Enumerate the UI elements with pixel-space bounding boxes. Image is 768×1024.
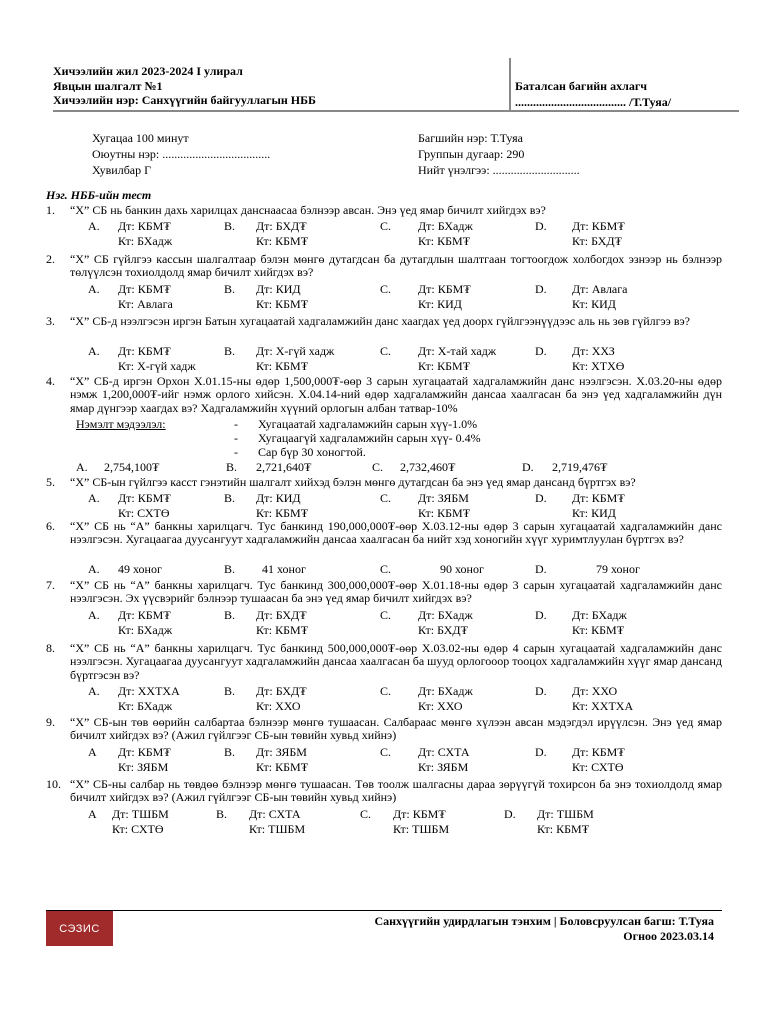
option-a-debit[interactable]: Дт: КБМ₮ — [118, 343, 171, 358]
header-divider — [509, 58, 511, 110]
additional-info-dash: - — [234, 445, 238, 460]
option-a-debit[interactable]: Дт: КБМ₮ — [118, 744, 171, 759]
option-d-debit[interactable]: 79 хоног — [596, 562, 640, 577]
approval-signature: ..................................... /Т.Туяа/ — [515, 95, 672, 109]
question-number: 1. — [46, 203, 55, 217]
option-a-credit: Кт: Авлага — [118, 296, 173, 311]
option-letter: B. — [224, 744, 236, 759]
option-a-credit: Кт: ЗЯБМ — [118, 759, 169, 774]
option-letter: C. — [380, 744, 392, 759]
question-text: “Х” СБ нь банкин дахь харилцах данснаасаа бэлнээр авсан. Энэ үед ямар бичилт хийгдэх вэ? — [70, 203, 546, 217]
option-d-debit[interactable]: Дт: Авлага — [572, 281, 628, 296]
option-letter: C. — [360, 806, 372, 821]
question-number: 4. — [46, 374, 55, 388]
additional-info-item: Сар бүр 30 хоногтой. — [258, 445, 366, 460]
option-c-credit: Кт: ХХО — [418, 699, 463, 714]
duration-text: Хугацаа 100 минут — [92, 131, 189, 145]
option-a-debit[interactable]: 2,754,100₮ — [104, 460, 160, 475]
info-right — [418, 130, 580, 178]
question-text: “Х” СБ гүйлгээ кассын шалгалтаар бэлэн мөнгө дутагдсан ба дутагдлын шалтгаан тогтоогдож холбогдох эзнээр нь бэлнээр төлүүлсэн тохиолдолд ямар бичилт хийгдэх вэ? — [70, 252, 722, 280]
option-letter: D. — [535, 343, 547, 358]
option-c-debit[interactable]: Дт: КБМ₮ — [418, 281, 471, 296]
option-letter: B. — [224, 684, 236, 699]
university-logo: СЭЗИС — [46, 911, 113, 946]
question-5 — [46, 476, 722, 489]
option-letter: B. — [226, 460, 238, 475]
option-b-credit: Кт: КБМ₮ — [256, 506, 309, 521]
option-a-credit: Кт: БХадж — [118, 622, 173, 637]
question-text: “Х” СБ нь “А” банкны харилцагч. Тус банкинд 500,000,000₮-өөр Х.03.02-ны өдөр 4 сарын хугацаатай хадгаламжийн данс нээлгэсэн. Хугацаагаа дуусангуут хадгаламжийн дансаа хаалгасан ба шууд орлогооор тооцох хадгаламжийн хүүг ямар дансанд бүртгэсэн вэ? — [70, 641, 722, 682]
question-text: “Х” СБ нь “А” банкны харилцагч. Тус банкинд 190,000,000₮-өөр Х.03.12-ны өдөр 3 сарын хугацаатай хадгаламжийн данс нээлгэсэн. Хугацаагаа дуусангуут хадгаламжийн дансаа хаалгасан ба нийт хэд хоногийн хүүг хуримтлуулан бүртгэх вэ? — [70, 519, 722, 547]
question-1 — [46, 204, 722, 217]
question-text: “Х” СБ-ны салбар нь төвдөө бэлнээр мөнгө тушаасан. Төв тоолж шалгасны дараа зөрүүгүй тохирсон ба энэ тохиолдолд ямар бичилт хийгдэх вэ? (Ажил гүйлгээг СБ-ын төвийн хувьд хийнэ) — [70, 777, 722, 805]
course-name: Хичээлийн нэр: Санхүүгийн байгууллагын НББ — [53, 93, 316, 107]
option-c-credit: Кт: КИД — [418, 296, 462, 311]
option-d-debit[interactable]: Дт: ХХЗ — [572, 343, 615, 358]
option-letter: A — [88, 744, 97, 759]
option-b-credit: Кт: КБМ₮ — [256, 234, 309, 249]
semester-text: Хичээлийн жил 2023-2024 I улирал — [53, 64, 243, 78]
option-a-debit[interactable]: 49 хоног — [118, 562, 162, 577]
option-c-debit[interactable]: Дт: КБМ₮ — [393, 806, 446, 821]
option-letter: D. — [535, 491, 547, 506]
additional-info-label: Нэмэлт мэдээлэл: — [76, 417, 166, 432]
question-number: 2. — [46, 252, 55, 266]
option-b-debit[interactable]: Дт: ЗЯБМ — [256, 744, 307, 759]
option-d-debit[interactable]: Дт: ХХО — [572, 684, 618, 699]
option-c-credit: Кт: КБМ₮ — [418, 234, 471, 249]
option-c-credit: Кт: ТШБМ — [393, 821, 450, 836]
option-letter: D. — [535, 219, 547, 234]
option-letter: D. — [504, 806, 516, 821]
option-c-credit: Кт: КБМ₮ — [418, 358, 471, 373]
option-letter: A — [88, 806, 97, 821]
variant-text: Хувилбар Г — [92, 163, 152, 177]
option-letter: A. — [88, 219, 100, 234]
option-letter: D. — [522, 460, 534, 475]
question-text: “Х” СБ-ын төв өөрийн салбартаа бэлнээр мөнгө тушаасан. Салбараас мөнгө хүлээн авсан мэдэгдэл ирүүлсэн. Энэ үед ямар бичилт хийгдэх вэ? (Ажил гүйлгээг СБ-ын төвийн хувьд хийнэ) — [70, 715, 722, 743]
option-b-debit[interactable]: 2,721,640₮ — [256, 460, 312, 475]
question-text: “Х” СБ-д нээлгэсэн иргэн Батын хугацаатай хадгаламжийн данс хаагдах үед доорх гүйлгээнүүдээс аль нь зөв гүйлгээ вэ? — [70, 314, 690, 328]
option-d-debit[interactable]: 2,719,476₮ — [552, 460, 608, 475]
option-b-debit[interactable]: Дт: Х-гүй хадж — [256, 343, 335, 358]
question-number: 10. — [46, 777, 61, 791]
question-8 — [46, 642, 722, 682]
option-letter: D. — [535, 744, 547, 759]
option-d-credit: Кт: ХТХӨ — [572, 358, 625, 373]
option-letter: A. — [88, 607, 100, 622]
option-letter: C. — [380, 684, 392, 699]
option-a-debit[interactable]: Дт: КБМ₮ — [118, 281, 171, 296]
option-d-credit: Кт: БХД₮ — [572, 234, 622, 249]
question-3 — [46, 315, 722, 342]
option-letter: B. — [224, 562, 236, 577]
option-letter: A. — [88, 684, 100, 699]
question-number: 6. — [46, 519, 55, 533]
student-name-field: Оюутны нэр: .................................... — [92, 147, 271, 161]
option-d-credit: Кт: СХТӨ — [572, 759, 624, 774]
question-number: 9. — [46, 715, 55, 729]
option-d-credit: Кт: ХХТХА — [572, 699, 634, 714]
option-d-debit[interactable]: Дт: КБМ₮ — [572, 744, 625, 759]
footer-rule — [46, 910, 722, 911]
teacher-name: Багшийн нэр: Т.Туяа — [418, 131, 523, 145]
option-d-debit[interactable]: Дт: БХадж — [572, 607, 627, 622]
option-a-credit: Кт: СХТӨ — [118, 506, 170, 521]
option-c-debit[interactable]: 90 хоног — [440, 562, 484, 577]
question-7 — [46, 579, 722, 606]
option-letter: C. — [380, 607, 392, 622]
option-d-credit: Кт: КБМ₮ — [537, 821, 590, 836]
option-letter: C. — [380, 491, 392, 506]
option-c-credit: Кт: БХД₮ — [418, 622, 468, 637]
option-c-debit[interactable]: Дт: БХадж — [418, 219, 473, 234]
option-letter: A. — [88, 491, 100, 506]
option-b-credit: Кт: КБМ₮ — [256, 358, 309, 373]
total-score-field: Нийт үнэлгээ: ............................. — [418, 163, 580, 177]
info-left — [92, 130, 270, 178]
option-b-credit: Кт: ТШБМ — [249, 821, 306, 836]
header-rule — [53, 110, 739, 112]
additional-info-dash: - — [234, 431, 238, 446]
question-number: 7. — [46, 578, 55, 592]
option-a-debit[interactable]: Дт: КБМ₮ — [118, 607, 171, 622]
option-letter: C. — [372, 460, 384, 475]
option-letter: A. — [76, 460, 88, 475]
question-2 — [46, 253, 722, 280]
option-c-credit: Кт: ЗЯБМ — [418, 759, 469, 774]
option-c-debit[interactable]: Дт: СХТА — [418, 744, 470, 759]
group-number: Группын дугаар: 290 — [418, 147, 525, 161]
option-c-debit[interactable]: 2,732,460₮ — [400, 460, 456, 475]
option-d-credit: Кт: КИД — [572, 296, 616, 311]
option-c-debit[interactable]: Дт: БХадж — [418, 684, 473, 699]
option-b-debit[interactable]: Дт: БХД₮ — [256, 219, 307, 234]
question-text: “Х” СБ-ын гүйлгээ касст гэнэтийн шалгалт хийхэд бэлэн мөнгө дутагдсан ба энэ үед ямар дансанд бүртгэх вэ? — [70, 475, 636, 489]
option-letter: B. — [224, 219, 236, 234]
option-c-debit[interactable]: Дт: БХадж — [418, 607, 473, 622]
additional-info-item: Хугацаатай хадгаламжийн сарын хүү-1.0% — [258, 417, 478, 432]
option-b-debit[interactable]: Дт: СХТА — [249, 806, 301, 821]
option-letter: B. — [224, 281, 236, 296]
option-a-credit: Кт: БХадж — [118, 234, 173, 249]
question-4 — [46, 375, 722, 415]
question-number: 8. — [46, 641, 55, 655]
option-letter: B. — [224, 343, 236, 358]
option-letter: D. — [535, 562, 547, 577]
exam-name: Явцын шалгалт №1 — [53, 78, 163, 93]
option-letter: C. — [380, 281, 392, 296]
option-a-credit: Кт: БХадж — [118, 699, 173, 714]
option-c-debit[interactable]: Дт: Х-тай хадж — [418, 343, 497, 358]
option-b-debit[interactable]: Дт: КИД — [256, 491, 301, 506]
option-letter: D. — [535, 281, 547, 296]
question-text: “Х” СБ нь “А” банкны харилцагч. Тус банкинд 300,000,000₮-өөр Х.01.18-ны өдөр 3 сарын хугацаатай хадгаламжийн данс нээлгэсэн. Эх үүсвэрийг бэлнээр тушаасан ба энэ үед ямар бичилт хийгдэх вэ? — [70, 578, 722, 606]
option-d-debit[interactable]: Дт: КБМ₮ — [572, 491, 625, 506]
footer-date: Огноо 2023.03.14 — [623, 929, 714, 943]
option-b-debit[interactable]: 41 хоног — [262, 562, 306, 577]
option-letter: B. — [224, 491, 236, 506]
option-b-credit: Кт: ХХО — [256, 699, 301, 714]
option-d-credit: Кт: КБМ₮ — [572, 622, 625, 637]
option-d-debit[interactable]: Дт: КБМ₮ — [572, 219, 625, 234]
option-b-debit[interactable]: Дт: БХД₮ — [256, 607, 307, 622]
option-letter: C. — [380, 562, 392, 577]
question-10 — [46, 778, 722, 805]
approval-label: Баталсан багийн ахлагч — [515, 79, 648, 93]
option-a-debit[interactable]: Дт: КБМ₮ — [118, 219, 171, 234]
option-letter: B. — [216, 806, 228, 821]
option-letter: D. — [535, 684, 547, 699]
footer-info — [374, 914, 714, 944]
section-title: Нэг. НББ-ийн тест — [46, 188, 152, 202]
footer-department: Санхүүгийн удирдлагын тэнхим | Боловсруулсан багш: Т.Туяа — [374, 914, 714, 928]
option-c-credit: Кт: КБМ₮ — [418, 506, 471, 521]
option-letter: D. — [535, 607, 547, 622]
option-b-debit[interactable]: Дт: БХД₮ — [256, 684, 307, 699]
question-number: 5. — [46, 475, 55, 489]
additional-info-item: Хугацаагүй хадгаламжийн сарын хүү- 0.4% — [258, 431, 481, 446]
option-a-debit[interactable]: Дт: ХХТХА — [118, 684, 180, 699]
option-a-credit: Кт: Х-гүй хадж — [118, 358, 196, 373]
option-c-debit[interactable]: Дт: ЗЯБМ — [418, 491, 469, 506]
option-letter: B. — [224, 607, 236, 622]
additional-info-dash: - — [234, 417, 238, 432]
option-b-debit[interactable]: Дт: КИД — [256, 281, 301, 296]
option-a-debit[interactable]: Дт: ТШБМ — [112, 806, 169, 821]
option-d-debit[interactable]: Дт: ТШБМ — [537, 806, 594, 821]
option-a-credit: Кт: СХТӨ — [112, 821, 164, 836]
question-6 — [46, 520, 722, 560]
question-text: “Х” СБ-д иргэн Орхон Х.01.15-ны өдөр 1,500,000₮-өөр 3 сарын хугацаатай хадгаламжийн данс нээлгэсэн. Х.03.20-ны өдөр нэмж 1,200,000₮-ийг нэмж орлого хийсэн. Х.04.14-ний өдөр хадгаламжийн дансаа хаалгасан ба энэ үед хадгаламжийн дүн ямар дүнгээр хаагдах вэ? Хадгаламжийн хүүний орлогын албан татвар-10% — [70, 374, 722, 415]
option-letter: C. — [380, 343, 392, 358]
option-letter: A. — [88, 562, 100, 577]
option-letter: C. — [380, 219, 392, 234]
approval-block — [515, 78, 671, 110]
option-b-credit: Кт: КБМ₮ — [256, 759, 309, 774]
option-a-debit[interactable]: Дт: КБМ₮ — [118, 491, 171, 506]
option-d-credit: Кт: КИД — [572, 506, 616, 521]
question-9 — [46, 716, 722, 743]
question-number: 3. — [46, 314, 55, 328]
option-b-credit: Кт: КБМ₮ — [256, 622, 309, 637]
option-b-credit: Кт: КБМ₮ — [256, 296, 309, 311]
option-letter: A. — [88, 343, 100, 358]
exam-header — [53, 64, 316, 108]
option-letter: A. — [88, 281, 100, 296]
